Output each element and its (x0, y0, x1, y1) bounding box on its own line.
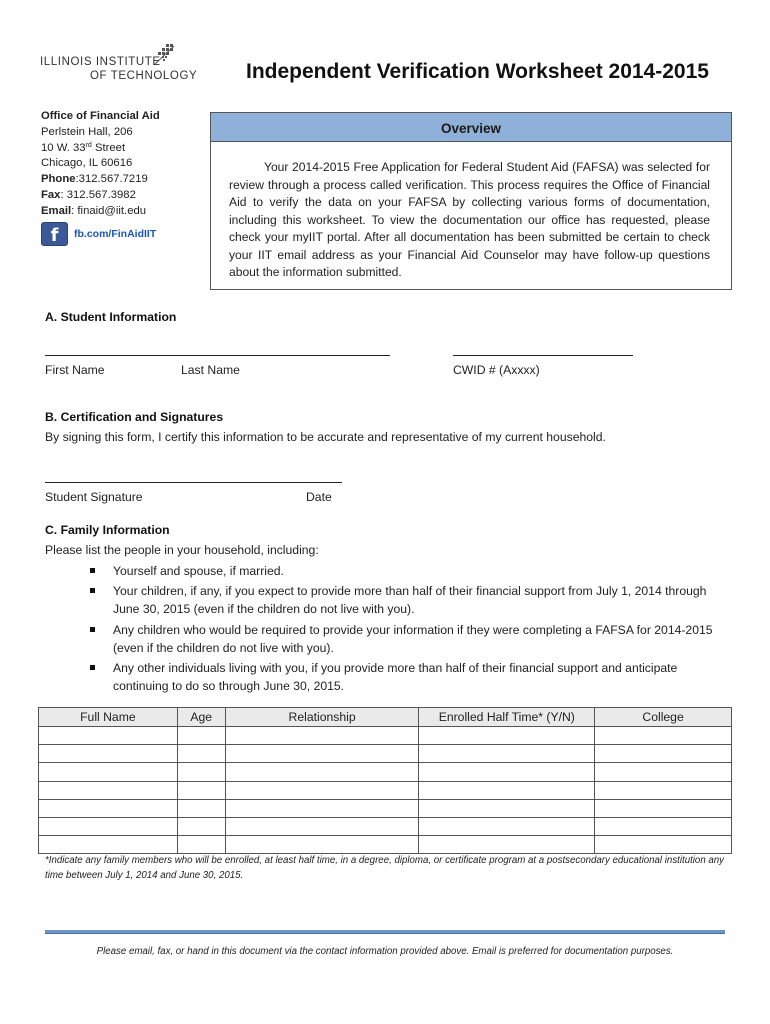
section-a-title: A. Student Information (45, 310, 177, 324)
list-item: Any children who would be required to provide your information if they were completing a FAFSA for 2014-2015 (even if the children do not live with you). (90, 621, 730, 657)
cell-relationship[interactable] (225, 781, 419, 799)
table-row (39, 799, 732, 817)
signature-label: Student Signature (45, 490, 143, 504)
header-relationship: Relationship (225, 708, 419, 727)
cwid-label: CWID # (Axxxx) (453, 363, 540, 377)
header-enrolled: Enrolled Half Time* (Y/N) (419, 708, 595, 727)
overview-heading: Overview (211, 113, 731, 142)
cell-full-name[interactable] (39, 799, 178, 817)
signature-line[interactable] (45, 482, 342, 483)
fax (41, 188, 206, 204)
cell-relationship[interactable] (225, 836, 419, 854)
cell-enrolled[interactable] (419, 745, 595, 763)
list-item: Yourself and spouse, if married. (90, 562, 730, 580)
cell-full-name[interactable] (39, 745, 178, 763)
cell-enrolled[interactable] (419, 799, 595, 817)
facebook-link-text[interactable]: fb.com/FinAidIIT (74, 228, 157, 240)
cell-full-name[interactable] (39, 727, 178, 745)
cell-college[interactable] (595, 727, 732, 745)
cell-age[interactable] (177, 727, 225, 745)
cell-age[interactable] (177, 799, 225, 817)
cell-enrolled[interactable] (419, 727, 595, 745)
name-line[interactable] (45, 355, 390, 356)
street-number: 10 W. 33 (41, 141, 86, 154)
header-age: Age (177, 708, 225, 727)
phone (41, 172, 206, 188)
phone-label: Phone (41, 173, 76, 186)
enrollment-footnote: *Indicate any family members who will be enrolled, at least half time, in a degree, diploma, or certificate program at a postsecondary educational institution any time between July 1, 2014 and June 30, 2015. (45, 855, 725, 881)
cell-relationship[interactable] (225, 817, 419, 835)
first-name-label: First Name (45, 363, 105, 377)
section-c-title: C. Family Information (45, 523, 170, 537)
fax-label: Fax (41, 188, 61, 201)
cell-college[interactable] (595, 836, 732, 854)
cell-age[interactable] (177, 763, 225, 781)
header-college: College (595, 708, 732, 727)
cell-enrolled[interactable] (419, 817, 595, 835)
contact-info (41, 109, 206, 220)
email-value[interactable]: : finaid@iit.edu (71, 204, 147, 217)
section-b-title: B. Certification and Signatures (45, 410, 224, 424)
email (41, 204, 206, 220)
cell-relationship[interactable] (225, 763, 419, 781)
table-row (39, 727, 732, 745)
cell-full-name[interactable] (39, 817, 178, 835)
street-suffix: rd (85, 141, 92, 149)
cell-enrolled[interactable] (419, 836, 595, 854)
street-name: Street (91, 141, 126, 154)
footer-instructions: Please email, fax, or hand in this document via the contact information provided above. Email is preferred for documentation purposes. (96, 946, 674, 957)
household-intro: Please list the people in your household, including: (45, 543, 319, 557)
cell-age[interactable] (177, 745, 225, 763)
cell-college[interactable] (595, 799, 732, 817)
list-item: Any other individuals living with you, if you provide more than half of their financial support and anticipate continuing to do so through June 30, 2015. (90, 659, 730, 695)
cell-college[interactable] (595, 763, 732, 781)
iit-logo (40, 44, 210, 86)
certification-statement: By signing this form, I certify this information to be accurate and representative of my current household. (45, 430, 606, 444)
table-header-row (39, 708, 732, 727)
building: Perlstein Hall, 206 (41, 125, 133, 138)
cell-full-name[interactable] (39, 763, 178, 781)
facebook-icon[interactable]: f (41, 222, 68, 246)
cell-full-name[interactable] (39, 836, 178, 854)
cell-relationship[interactable] (225, 799, 419, 817)
household-list (90, 562, 730, 697)
family-table (38, 707, 732, 854)
document-title: Independent Verification Worksheet 2014-2015 (246, 60, 709, 83)
footer-divider (45, 930, 725, 934)
office-name: Office of Financial Aid (41, 110, 160, 122)
cell-college[interactable] (595, 817, 732, 835)
table-row (39, 817, 732, 835)
cell-relationship[interactable] (225, 745, 419, 763)
street-address (41, 141, 206, 157)
overview-box (210, 112, 732, 290)
email-label: Email (41, 204, 72, 217)
fax-value: : 312.567.3982 (60, 188, 136, 201)
cell-college[interactable] (595, 781, 732, 799)
cell-age[interactable] (177, 781, 225, 799)
overview-body: Your 2014-2015 Free Application for Federal Student Aid (FAFSA) was selected for review through a process called verification. This process requires the Office of Financial Aid to verify the data on your FAFSA by collecting various forms of documentation, including this worksheet. To view the documentation our office has requested, please check your myIIT portal. After all documentation has been submitted be certain to check your IIT email address as your Financial Aid Counselor may have follow-up questions about the information submitted. (229, 160, 710, 279)
table-row (39, 763, 732, 781)
date-label: Date (306, 490, 332, 504)
city: Chicago, IL 60616 (41, 157, 133, 170)
cell-enrolled[interactable] (419, 763, 595, 781)
cell-college[interactable] (595, 745, 732, 763)
list-item: Your children, if any, if you expect to provide more than half of their financial support from July 1, 2014 through June 30, 2015 (even if the children do not live with you). (90, 582, 730, 618)
cell-enrolled[interactable] (419, 781, 595, 799)
logo-line-1: ILLINOIS INSTITUTE (40, 56, 161, 68)
cwid-line[interactable] (453, 355, 633, 356)
table-row (39, 745, 732, 763)
table-row (39, 836, 732, 854)
facebook-link[interactable] (41, 222, 156, 246)
phone-value: :312.567.7219 (75, 173, 148, 186)
logo-line-2: OF TECHNOLOGY (90, 70, 198, 82)
last-name-label: Last Name (181, 363, 240, 377)
table-row (39, 781, 732, 799)
cell-relationship[interactable] (225, 727, 419, 745)
cell-full-name[interactable] (39, 781, 178, 799)
cell-age[interactable] (177, 817, 225, 835)
cell-age[interactable] (177, 836, 225, 854)
header-full-name: Full Name (39, 708, 178, 727)
